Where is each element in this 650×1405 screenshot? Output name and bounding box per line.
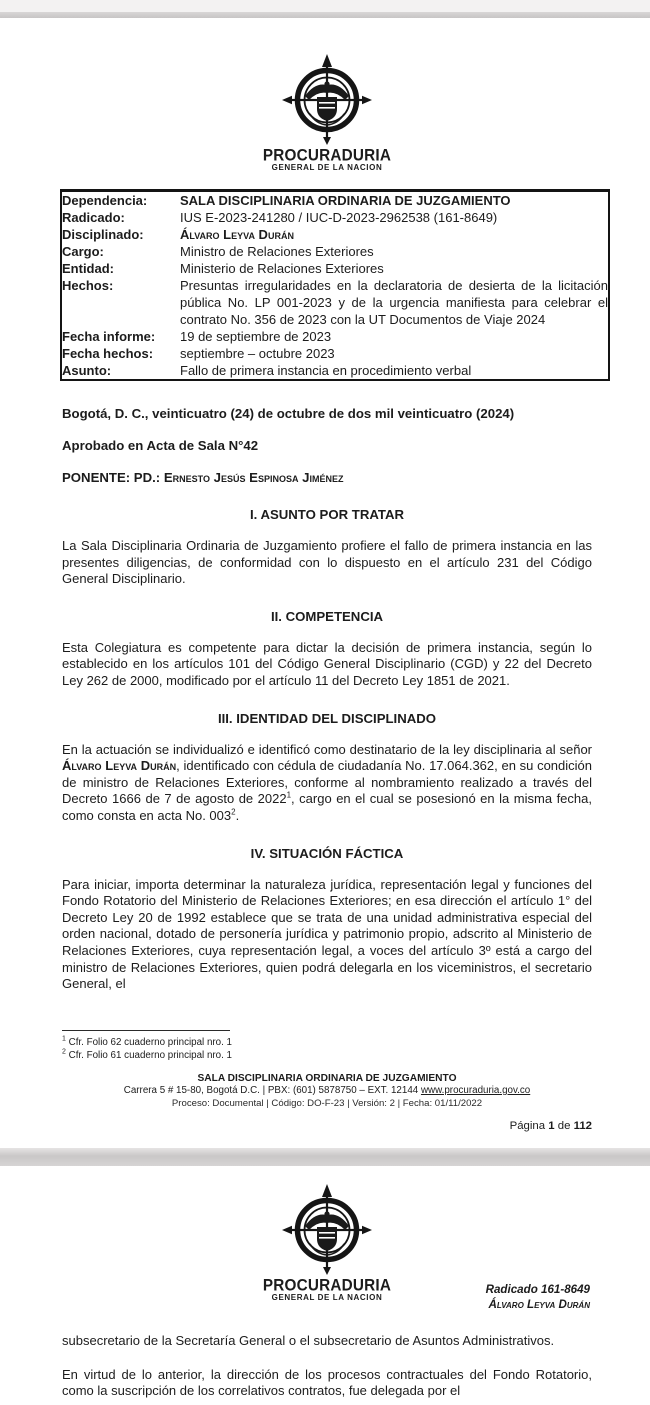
footnote-text: Cfr. Folio 62 cuaderno principal nro. 1 [65,1037,232,1048]
ponente-name: Ernesto Jesús Espinosa Jiménez [163,470,344,485]
page2-disciplinado-name: Álvaro Leyva Durán [488,1298,590,1311]
field-value: 19 de septiembre de 2023 [180,329,332,344]
info-row-fecha-informe [61,328,609,345]
field-value: Ministerio de Relaciones Exteriores [180,261,384,276]
field-label: Cargo: [62,244,104,259]
page-break-divider [0,1148,650,1166]
footnote-separator [62,1030,230,1031]
ponente-line [62,469,592,486]
footer-unit-line: SALA DISCIPLINARIA ORDINARIA DE JUZGAMIENTO [197,1073,457,1084]
paragraph-text: En la actuación se individualizó e identificó como destinatario de la ley disciplinaria al señor [62,741,592,757]
info-table [60,189,610,381]
field-value: IUS E-2023-241280 / IUC-D-2023-2962538 (161-8649) [180,210,498,225]
footer-url: www.procuraduria.gov.co [420,1085,531,1096]
section-heading-identidad: III. IDENTIDAD DEL DISCIPLINADO [217,710,437,726]
page2-header-right [486,1282,590,1312]
info-row-disciplinado [61,226,609,243]
compass-emblem-icon [252,54,402,146]
field-value: Presuntas irregularidades en la declaratoria de desierta de la licitación pública No. LP 001-2023 y de la urgencia manifiesta para celebrar el contrato No. 356 de 2023 con la UT Documentos de Viaje 2024 [180,278,608,327]
footnote-number: 1 [62,1035,66,1043]
paragraph-text: , cargo en el cual se posesionó en la misma fecha, como consta en acta No. 003 [62,791,592,823]
field-label: Dependencia: [62,193,148,208]
section-heading-competencia: II. COMPETENCIA [270,608,384,624]
field-value: Ministro de Relaciones Exteriores [180,244,374,259]
page-current: 1 [548,1120,555,1132]
compass-emblem-icon [252,1184,402,1276]
field-label: Disciplinado: [62,227,144,242]
logo-wordmark-line1: PROCURADURIA [262,1275,392,1295]
viewer-top-margin [0,0,650,12]
field-label: Asunto: [62,363,112,378]
field-label: Fecha hechos: [62,346,154,361]
paragraph-page2-1: subsecretario de la Secretaría General o el subsecretario de Asuntos Administrativos. [62,1333,555,1348]
info-row-cargo [61,243,609,260]
info-row-asunto [61,362,609,380]
field-value: Fallo de primera instancia en procedimiento verbal [180,363,472,378]
page1-bottom-block [62,1030,592,1133]
footer-address-text: Carrera 5 # 15-80, Bogotá D.C. | PBX: (601) 5878750 – EXT. 12144 [123,1085,421,1096]
footnote-ref-1: 1 [286,791,292,801]
logo-wordmark-line2: GENERAL DE LA NACION [271,163,383,172]
paragraph-page2-2: En virtud de lo anterior, la dirección de los procesos contractuales del Fondo Rotatorio, como la suscripción de los correlativos contratos, fue delegada por el [62,1366,592,1399]
field-label: Hechos: [62,278,114,293]
footnote-text: Cfr. Folio 61 cuaderno principal nro. 1 [65,1050,232,1061]
page-footer [62,1072,592,1110]
paragraph-competencia: Esta Colegiatura es competente para dictar la decisión de primera instancia, según lo establecido en los artículos 101 del Código General Disciplinario (CGD) y 22 del Decreto Ley 262 de 2000, modificado por el artículo 11 del Decreto Ley 1851 de 2021. [62,639,592,688]
disciplinado-name: Álvaro Leyva Durán [62,758,177,774]
paragraph-identidad [62,742,592,825]
pgn-logo [252,54,402,173]
info-row-dependencia [61,191,609,210]
page-total: 112 [573,1120,592,1132]
info-row-entidad [61,260,609,277]
pgn-logo [252,1184,402,1303]
field-label: Fecha informe: [62,329,156,344]
info-row-hechos [61,277,609,328]
section-heading-situacion-factica: IV. SITUACIÓN FÁCTICA [250,845,404,861]
acta-line: Aprobado en Acta de Sala N°42 [62,438,259,453]
footer-process-line: Proceso: Documental | Código: DO-F-23 | Versión: 2 | Fecha: 01/11/2022 [171,1097,483,1109]
field-value: SALA DISCIPLINARIA ORDINARIA DE JUZGAMIENTO [180,193,511,208]
field-value: Álvaro Leyva Durán [180,227,294,242]
section-heading-asunto-por-tratar: I. ASUNTO POR TRATAR [249,507,405,522]
paragraph-text: , identificado con cédula de ciudadanía No. 17.064.362, en su condición de ministro de Relaciones Exteriores, conforme al nombramiento realizado a través del Decreto 1666 de 7 de agosto de 2022 [62,758,593,807]
date-line: Bogotá, D. C., veinticuatro (24) de octubre de dos mil veinticuatro (2024) [62,406,515,421]
logo-wordmark-line2: GENERAL DE LA NACION [271,1293,383,1302]
footnote-ref-2: 2 [231,807,236,817]
info-row-fecha-hechos [61,345,609,362]
footnote-number: 2 [62,1048,66,1056]
page-of: de [554,1120,574,1132]
field-value: septiembre – octubre 2023 [180,346,335,361]
page-number [62,1119,592,1133]
paragraph-situacion-factica: Para iniciar, importa determinar la naturaleza jurídica, representación legal y funciones del Fondo Rotatorio del Ministerio de Relaciones Exteriores; en esa dirección el artículo 1° del Decreto Ley 20 de 1992 establece que se trata de una unidad administrativa especial del orden nacional, dotado de personería jurídica y patrimonio propio, adscrito al Ministerio de Relaciones Exteriores, cuya representación legal, a voces del artículo 3º está a cargo del ministro de Relaciones Exteriores, quien podrá delegarla en los viceministros, el secretario General, el [62,876,592,992]
paragraph-asunto: La Sala Disciplinaria Ordinaria de Juzgamiento profiere el fallo de primera instancia en las presentes diligencias, de conformidad con lo dispuesto en el artículo 231 del Código General Disciplinario. [62,538,592,587]
field-label: Radicado: [62,210,125,225]
page2-radicado: Radicado 161-8649 [485,1283,590,1296]
footer-address-line [62,1085,592,1098]
ponente-prefix: PONENTE: PD.: [62,470,164,485]
footnote-2 [62,1049,592,1062]
footnote-1 [62,1036,592,1049]
document-page-1 [0,18,650,1148]
logo-wordmark-line1: PROCURADURIA [262,145,392,165]
paragraph-text: . [235,807,240,823]
info-row-radicado [61,209,609,226]
page-word: Página [509,1120,549,1132]
field-label: Entidad: [62,261,114,276]
document-page-2 [0,1166,650,1405]
